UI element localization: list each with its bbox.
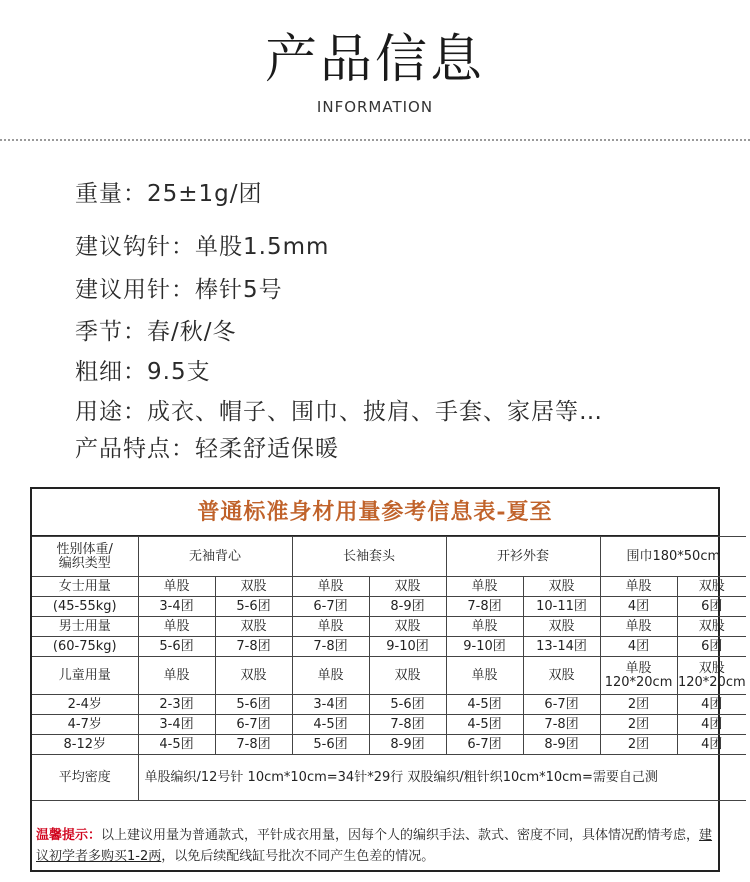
table-row: [32, 577, 746, 597]
table-cell: 2团: [600, 695, 677, 715]
table-cell: 3-4团: [292, 695, 369, 715]
usage-reference-table: [30, 487, 746, 872]
tip-text: 以上建议用量为普通款式，平针成衣用量，因每个人的编织手法、款式、密度不同，具体情况酌情考虑，: [101, 828, 700, 843]
header-pullover: 长袖套头: [292, 537, 446, 577]
table-cell: 10-11团: [523, 597, 600, 617]
table-cell: 9-10团: [446, 637, 523, 657]
table-cell: 6-7团: [446, 735, 523, 755]
table-cell: 8-9团: [369, 597, 446, 617]
strand-single: 单股: [138, 577, 215, 597]
kids-scarf-single: 单股 120*20cm: [600, 657, 677, 695]
table-cell: 6-7团: [292, 597, 369, 617]
table-cell: 7-8团: [523, 715, 600, 735]
info-knitting-needle: 建议用针：棒针5号: [75, 277, 283, 303]
table-cell: 7-8团: [215, 735, 292, 755]
kids-age: 8-12岁: [32, 735, 138, 755]
strand-double: 双股: [215, 577, 292, 597]
kids-scarf-double: 双股 120*20cm: [677, 657, 746, 695]
table-cell: 4-5团: [292, 715, 369, 735]
strand-single: 单股: [138, 657, 215, 695]
tip-note: [36, 825, 716, 867]
header-vest: 无袖背心: [138, 537, 292, 577]
table-header-row: [32, 537, 746, 577]
table-cell: 3-4团: [138, 715, 215, 735]
strand-double: 双股: [523, 617, 600, 637]
table-cell: 6团: [677, 597, 746, 617]
info-weight: 重量：25±1g/团: [75, 181, 263, 207]
table-cell: 9-10团: [369, 637, 446, 657]
strand-single: 单股: [292, 577, 369, 597]
strand-single: 单股: [138, 617, 215, 637]
table-row: [32, 695, 746, 715]
info-thickness: 粗细：9.5支: [75, 359, 211, 385]
info-season: 季节：春/秋/冬: [75, 319, 237, 345]
strand-double: 双股: [369, 577, 446, 597]
kids-age: 4-7岁: [32, 715, 138, 735]
men-label: 男士用量: [32, 617, 138, 637]
density-label: 平均密度: [32, 755, 138, 801]
table-row: [32, 657, 746, 695]
strand-double: 双股: [369, 657, 446, 695]
strand-single: 单股: [446, 617, 523, 637]
tip-highlight: 温馨提示：: [36, 828, 102, 843]
table-cell: 7-8团: [215, 637, 292, 657]
usage-grid: [32, 536, 746, 801]
strand-single: 单股: [600, 617, 677, 637]
kids-age: 2-4岁: [32, 695, 138, 715]
table-cell: 6-7团: [215, 715, 292, 735]
info-usage: 用途：成衣、帽子、围巾、披肩、手套、家居等…: [75, 399, 603, 425]
table-cell: 4团: [677, 735, 746, 755]
table-cell: 5-6团: [369, 695, 446, 715]
table-cell: 4-5团: [138, 735, 215, 755]
table-cell: 13-14团: [523, 637, 600, 657]
info-feature: 产品特点：轻柔舒适保暖: [75, 436, 339, 462]
tip-text-end: ，以免后续配线缸号批次不同产生色差的情况。: [161, 849, 435, 864]
table-cell: 8-9团: [523, 735, 600, 755]
table-cell: 4-5团: [446, 695, 523, 715]
table-row: [32, 637, 746, 657]
table-cell: 7-8团: [369, 715, 446, 735]
header-scarf: 围巾180*50cm: [600, 537, 746, 577]
table-title: 普通标准身材用量参考信息表-夏至: [32, 489, 718, 536]
table-cell: 4团: [600, 597, 677, 617]
men-weight: (60-75kg): [32, 637, 138, 657]
strand-double: 双股: [523, 577, 600, 597]
table-cell: 2团: [600, 735, 677, 755]
women-weight: (45-55kg): [32, 597, 138, 617]
table-cell: 5-6团: [292, 735, 369, 755]
table-cell: 5-6团: [215, 597, 292, 617]
table-row: [32, 715, 746, 735]
header-type-cell: 性别体重/ 编织类型: [32, 537, 138, 577]
strand-single: 单股: [292, 657, 369, 695]
strand-double: 双股: [215, 657, 292, 695]
table-row: [32, 735, 746, 755]
table-cell: 5-6团: [215, 695, 292, 715]
table-cell: 4-5团: [446, 715, 523, 735]
page-title: 产品信息: [264, 30, 485, 90]
dotted-divider: [0, 139, 750, 141]
header-cardigan: 开衫外套: [446, 537, 600, 577]
table-cell: 6团: [677, 637, 746, 657]
strand-double: 双股: [369, 617, 446, 637]
density-row: [32, 755, 746, 801]
table-cell: 3-4团: [138, 597, 215, 617]
table-row: [32, 617, 746, 637]
strand-double: 双股: [677, 617, 746, 637]
table-cell: 7-8团: [446, 597, 523, 617]
strand-single: 单股: [446, 577, 523, 597]
table-cell: 6-7团: [523, 695, 600, 715]
density-value: 单股编织/12号针 10cm*10cm=34针*29行 双股编织/粗针织10cm*10cm=需要自己测: [138, 755, 746, 801]
info-crochet-hook: 建议钩针：单股1.5mm: [75, 234, 330, 260]
page-subtitle: INFORMATION: [316, 98, 434, 116]
table-row: [32, 597, 746, 617]
strand-double: 双股: [523, 657, 600, 695]
table-cell: 4团: [677, 695, 746, 715]
table-cell: 8-9团: [369, 735, 446, 755]
strand-double: 双股: [677, 577, 746, 597]
table-cell: 4团: [600, 637, 677, 657]
table-cell: 4团: [677, 715, 746, 735]
strand-single: 单股: [600, 577, 677, 597]
women-label: 女士用量: [32, 577, 138, 597]
table-cell: 5-6团: [138, 637, 215, 657]
table-cell: 2团: [600, 715, 677, 735]
strand-double: 双股: [215, 617, 292, 637]
strand-single: 单股: [292, 617, 369, 637]
tip-underlined: 建议初学者多购买1-2两: [36, 828, 713, 864]
kids-label: 儿童用量: [32, 657, 138, 695]
table-cell: 2-3团: [138, 695, 215, 715]
table-cell: 7-8团: [292, 637, 369, 657]
strand-single: 单股: [446, 657, 523, 695]
